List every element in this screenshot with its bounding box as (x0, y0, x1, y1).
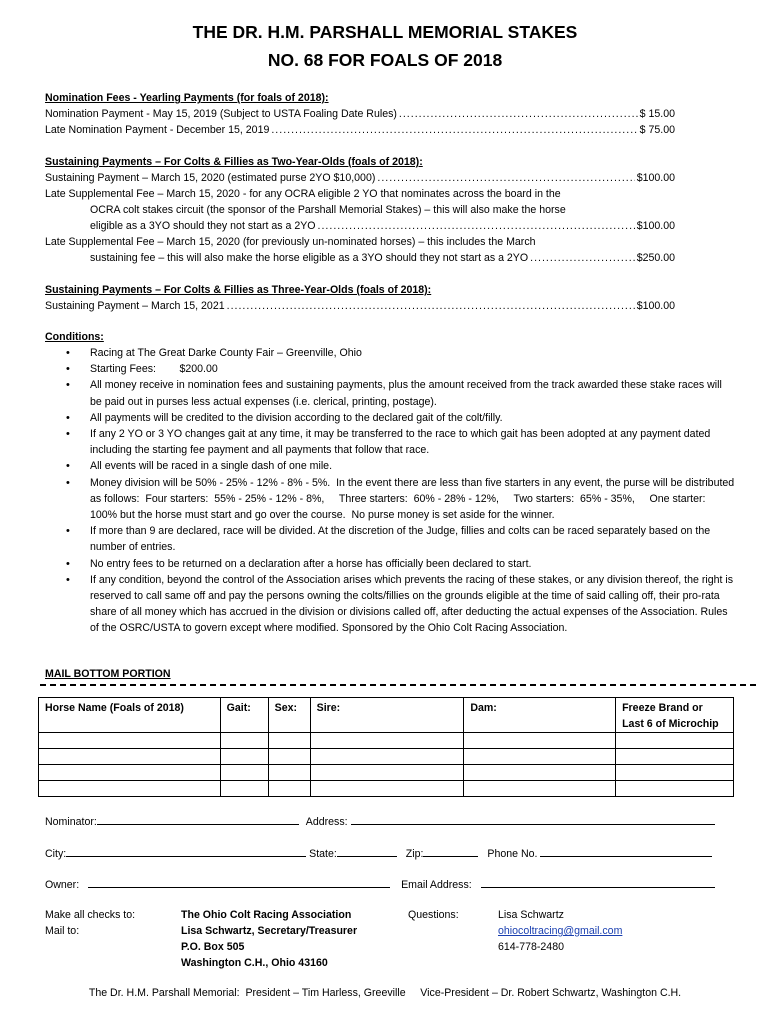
table-cell[interactable] (464, 749, 616, 765)
two-year-heading: Sustaining Payments – For Colts & Fillies as Two-Year-Olds (foals of 2018): (45, 156, 423, 168)
fee-amount: $ 75.00 (639, 124, 675, 136)
fee-amount: $ 15.00 (639, 108, 675, 120)
column-header-sex: Sex: (268, 698, 310, 733)
column-header-freeze-brand: Freeze Brand or Last 6 of Microchip (616, 698, 734, 733)
owner-field[interactable] (88, 875, 390, 888)
table-row (39, 765, 734, 781)
table-cell[interactable] (268, 765, 310, 781)
condition-item: • Racing at The Great Darke County Fair – Greenville, Ohio (45, 345, 735, 361)
late-nomination-row (45, 122, 675, 138)
contact-name: Lisa Schwartz (498, 909, 564, 921)
email-label: Email Address: (401, 879, 472, 891)
foal-entry-table (38, 697, 734, 797)
late-unnominated-row (90, 250, 675, 266)
leader-dots (377, 170, 634, 186)
fee-amount: $100.00 (636, 172, 675, 184)
state-field[interactable] (337, 844, 397, 857)
column-header-sire: Sire: (310, 698, 464, 733)
nominator-label: Nominator: (45, 816, 97, 828)
city-label: City: (45, 848, 67, 860)
mail-to-label: Mail to: (45, 925, 80, 937)
table-cell[interactable] (616, 781, 734, 797)
condition-item: • All payments will be credited to the division according to the declared gait of the colt/filly. (45, 410, 735, 426)
fee-label: Nomination Payment - May 15, 2019 (Subject to USTA Foaling Date Rules) (45, 108, 397, 120)
fee-label: sustaining fee – this will also make the horse eligible as a 3YO should they not start as a 2YO (90, 252, 529, 264)
table-cell[interactable] (310, 749, 464, 765)
condition-item: • All money receive in nomination fees and sustaining payments, plus the amount received from the track awarded these stake races will be paid out in purses less actual expenses (i.e. clerical, printing, postage). (45, 377, 735, 409)
zip-field[interactable] (423, 844, 478, 857)
table-cell[interactable] (310, 733, 464, 749)
table-cell[interactable] (616, 749, 734, 765)
table-cell[interactable] (220, 765, 268, 781)
payee-secretary: Lisa Schwartz, Secretary/Treasurer (181, 925, 358, 937)
table-cell[interactable] (464, 781, 616, 797)
condition-item: • No entry fees to be returned on a declaration after a horse has officially been declared to start. (45, 556, 735, 572)
contact-phone: 614-778-2480 (498, 941, 564, 953)
owner-label: Owner: (45, 879, 80, 891)
table-cell[interactable] (39, 733, 221, 749)
fee-amount: $100.00 (636, 300, 675, 312)
address-field[interactable] (351, 812, 715, 825)
leader-dots (318, 218, 635, 234)
table-cell[interactable] (268, 781, 310, 797)
table-cell[interactable] (268, 749, 310, 765)
footer-officers: The Dr. H.M. Parshall Memorial: President – Tim Harless, Greeville Vice-President – Dr. Robert Schwartz, Washington C.H. (88, 987, 682, 999)
conditions-heading: Conditions: (45, 331, 104, 343)
nomination-heading: Nomination Fees - Yearling Payments (for foals of 2018): (45, 92, 329, 104)
leader-dots (530, 250, 635, 266)
condition-item: • If more than 9 are declared, race will be divided. At the discretion of the Judge, fillies and colts can be raced separately based on the number of entries. (45, 523, 735, 555)
condition-item: • All events will be raced in a single dash of one mile. (45, 458, 735, 474)
table-header-row (39, 698, 734, 733)
fee-amount: $250.00 (636, 252, 675, 264)
column-header-horse-name: Horse Name (Foals of 2018) (39, 698, 221, 733)
leader-dots (399, 106, 638, 122)
address-label: Address: (305, 816, 348, 828)
table-cell[interactable] (310, 781, 464, 797)
questions-label: Questions: (408, 909, 459, 921)
fee-label: Sustaining Payment – March 15, 2020 (estimated purse 2YO $10,000) (45, 172, 376, 184)
table-cell[interactable] (220, 781, 268, 797)
payee-city: Washington C.H., Ohio 43160 (181, 957, 328, 969)
table-cell[interactable] (268, 733, 310, 749)
condition-item: • Money division will be 50% - 25% - 12% - 8% - 5%. In the event there are less than five starters in any event, the purse will be distributed as follows: Four starters: 55% - 25% - 12% - 8%, Three starters: 60% - 28% - 12%, Two starters: 65% - 35%, One starter: 100% but the horse must start and go over the course. No purse money is set aside for the winner. (45, 475, 735, 524)
contact-email-link[interactable]: ohiocoltracing@gmail.com (498, 925, 623, 937)
table-row (39, 749, 734, 765)
email-field[interactable] (481, 875, 715, 888)
table-cell[interactable] (616, 733, 734, 749)
cut-line-divider (40, 684, 756, 686)
checks-label: Make all checks to: (45, 909, 136, 921)
condition-item: • If any condition, beyond the control of the Association arises which prevents the racing of these stakes, or any division thereof, the right is reserved to call same off and pay the persons owning the colts/fillies on the grounds eligible at the time of said calling off, their pro-rata share of all money which has accrued in the division or divisions called off, after deducting the actual expenses of the Association. Rules of the OSRC/USTA to govern except where modified. Sponsored by the Ohio Colt Racing Association. (45, 572, 735, 637)
fee-label: Sustaining Payment – March 15, 2021 (45, 300, 225, 312)
document-title-line2: NO. 68 FOR FOALS OF 2018 (267, 50, 503, 70)
table-cell[interactable] (220, 749, 268, 765)
conditions-list (45, 345, 738, 637)
fee-amount: $100.00 (636, 220, 675, 232)
phone-field[interactable] (540, 844, 712, 857)
table-cell[interactable] (616, 765, 734, 781)
late-unnominated-line1: Late Supplemental Fee – March 15, 2020 (for previously un-nominated horses) – this includes the March (45, 236, 536, 248)
nomination-row (45, 106, 675, 122)
table-cell[interactable] (464, 733, 616, 749)
city-field[interactable] (66, 844, 306, 857)
zip-label: Zip: (405, 848, 424, 860)
mail-bottom-heading: MAIL BOTTOM PORTION (45, 668, 171, 680)
leader-dots (227, 298, 635, 314)
payee-po-box: P.O. Box 505 (181, 941, 245, 953)
late-supplemental-line1: Late Supplemental Fee – March 15, 2020 - for any OCRA eligible 2 YO that nominates across the board in the (45, 188, 561, 200)
table-row (39, 781, 734, 797)
three-year-sustaining-row (45, 298, 675, 314)
phone-label: Phone No. (487, 848, 538, 860)
owner-row (45, 875, 715, 893)
nominator-row (45, 812, 715, 830)
three-year-heading: Sustaining Payments – For Colts & Fillies as Three-Year-Olds (foals of 2018): (45, 284, 432, 296)
table-row (39, 733, 734, 749)
table-cell[interactable] (464, 765, 616, 781)
nominator-field[interactable] (97, 812, 299, 825)
table-cell[interactable] (39, 781, 221, 797)
condition-item: • If any 2 YO or 3 YO changes gait at any time, it may be transferred to the race to which gait has been adopted at any payment dated including the starting fee payment and all payments that follow that race. (45, 426, 735, 458)
table-cell[interactable] (39, 749, 221, 765)
table-cell[interactable] (220, 733, 268, 749)
table-cell[interactable] (39, 765, 221, 781)
two-year-sustaining-row (45, 170, 675, 186)
fee-label: Late Nomination Payment - December 15, 2019 (45, 124, 270, 136)
condition-item: • Starting Fees: $200.00 (45, 361, 735, 377)
late-supplemental-line2: OCRA colt stakes circuit (the sponsor of the Parshall Memorial Stakes) – this will also make the horse (90, 204, 566, 216)
document-title-line1: THE DR. H.M. PARSHALL MEMORIAL STAKES (192, 22, 578, 42)
fee-label: eligible as a 3YO should they not start as a 2YO (90, 220, 316, 232)
late-supplemental-row (90, 218, 675, 234)
state-label: State: (309, 848, 337, 860)
city-row (45, 844, 712, 862)
column-header-gait: Gait: (220, 698, 268, 733)
column-header-dam: Dam: (464, 698, 616, 733)
table-cell[interactable] (310, 765, 464, 781)
leader-dots (271, 122, 637, 138)
payee-organization: The Ohio Colt Racing Association (181, 909, 352, 921)
